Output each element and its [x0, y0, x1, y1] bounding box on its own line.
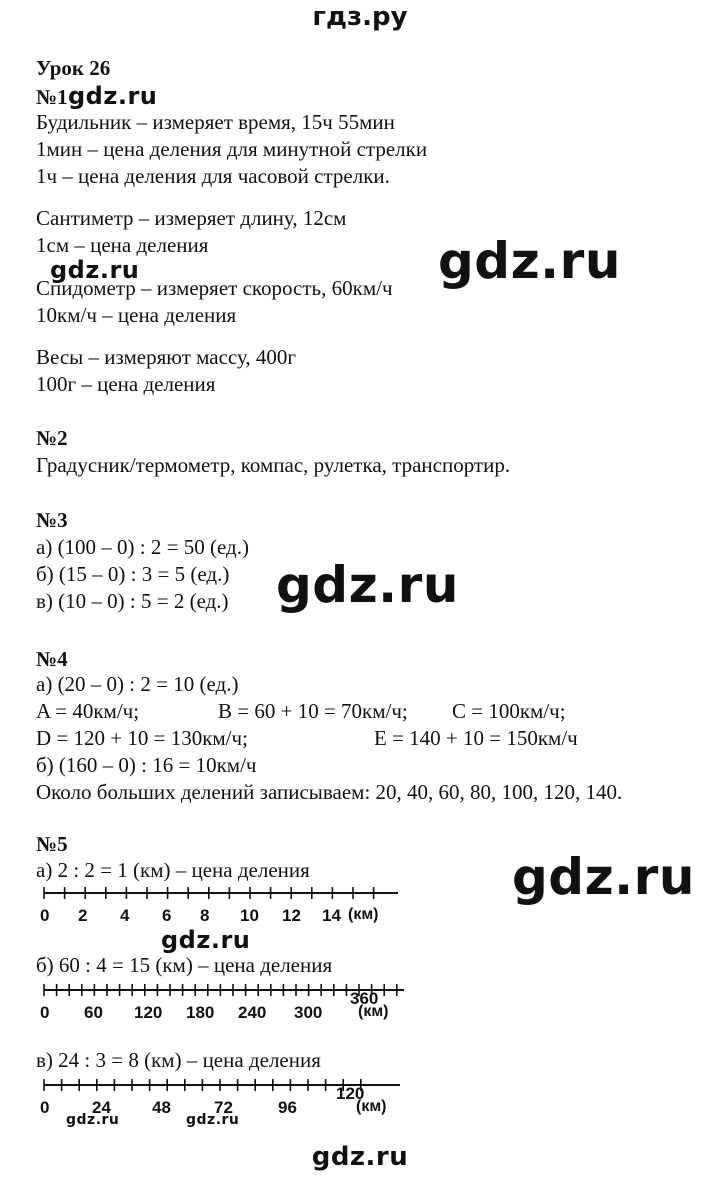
watermark-footer: gdz.ru: [311, 1142, 409, 1172]
text-line: б) (15 – 0) : 3 = 5 (ед.): [36, 562, 230, 586]
site-header: гдз.ру: [312, 2, 408, 32]
watermark: gdz.ru: [512, 848, 695, 906]
tick-label: 0: [40, 906, 50, 925]
text-line: 1ч – цена деления для часовой стрелки.: [36, 164, 390, 188]
text-line: в) (10 – 0) : 5 = 2 (ед.): [36, 589, 229, 613]
text-line: а) (100 – 0) : 2 = 50 (ед.): [36, 535, 249, 559]
watermark: gdz.ru: [186, 1112, 240, 1128]
text-line: A = 40км/ч;: [36, 699, 140, 723]
tick-label: 4: [120, 906, 130, 925]
text-line: C = 100км/ч;: [452, 699, 566, 723]
text-line: Сантиметр – измеряет длину, 12см: [36, 206, 347, 230]
text-line: Будильник – измеряет время, 15ч 55мин: [36, 110, 395, 134]
lesson-title: Урок 26: [36, 56, 111, 80]
text-line: 100г – цена деления: [36, 372, 216, 396]
tick-label: 180: [186, 1003, 215, 1022]
watermark: gdz.ru: [68, 82, 158, 110]
text-line: 1мин – цена деления для минутной стрелки: [36, 137, 428, 161]
tick-label: 24: [92, 1098, 111, 1117]
task-number: №5: [36, 832, 68, 856]
watermark: gdz.ru: [276, 556, 459, 614]
text-line: Градусник/термометр, компас, рулетка, транспортир.: [36, 453, 511, 477]
task-number: №2: [36, 426, 68, 450]
text-line: б) (160 – 0) : 16 = 10км/ч: [36, 753, 257, 777]
unit-label: (км): [356, 1098, 387, 1115]
tick-label: 12: [282, 906, 301, 925]
tick-label: 10: [240, 906, 259, 925]
text-line: б) 60 : 4 = 15 (км) – цена деления: [36, 953, 333, 977]
text-line: B = 60 + 10 = 70км/ч;: [218, 699, 408, 723]
text-line: D = 120 + 10 = 130км/ч;: [36, 726, 248, 750]
tick-label: 120: [134, 1003, 163, 1022]
tick-label: 8: [200, 906, 210, 925]
tick-label: 14: [322, 906, 341, 925]
watermark: gdz.ru: [438, 232, 621, 290]
tick-label: 0: [40, 1098, 50, 1117]
watermark: gdz.ru: [66, 1112, 120, 1128]
text-line: в) 24 : 3 = 8 (км) – цена деления: [36, 1048, 321, 1072]
text-line: E = 140 + 10 = 150км/ч: [374, 726, 578, 750]
text-line: 1см – цена деления: [36, 233, 209, 257]
watermark: gdz.ru: [50, 256, 140, 284]
tick-label: 120: [336, 1084, 365, 1103]
text-line: 10км/ч – цена деления: [36, 303, 237, 327]
tick-label: 360: [350, 989, 379, 1008]
tick-label: 6: [162, 906, 172, 925]
tick-label: 72: [214, 1098, 233, 1117]
tick-label: 60: [84, 1003, 103, 1022]
tick-label: 2: [78, 906, 88, 925]
tick-label: 48: [152, 1098, 171, 1117]
watermark: gdz.ru: [161, 926, 251, 954]
task-number: №4: [36, 647, 68, 671]
tick-label: 96: [278, 1098, 297, 1117]
unit-label: (км): [358, 1003, 389, 1020]
tick-label: 240: [238, 1003, 267, 1022]
task-number: №1: [36, 85, 68, 109]
text-line: Около больших делений записываем: 20, 40, 60, 80, 100, 120, 140.: [36, 780, 623, 804]
unit-label: (км): [348, 906, 379, 923]
tick-label: 0: [40, 1003, 50, 1022]
text-line: а) 2 : 2 = 1 (км) – цена деления: [36, 858, 310, 882]
task-number: №3: [36, 508, 68, 532]
text-line: а) (20 – 0) : 2 = 10 (ед.): [36, 672, 239, 696]
text-line: Весы – измеряют массу, 400г: [36, 345, 296, 369]
tick-label: 300: [294, 1003, 323, 1022]
text-line: Спидометр – измеряет скорость, 60км/ч: [36, 276, 393, 300]
